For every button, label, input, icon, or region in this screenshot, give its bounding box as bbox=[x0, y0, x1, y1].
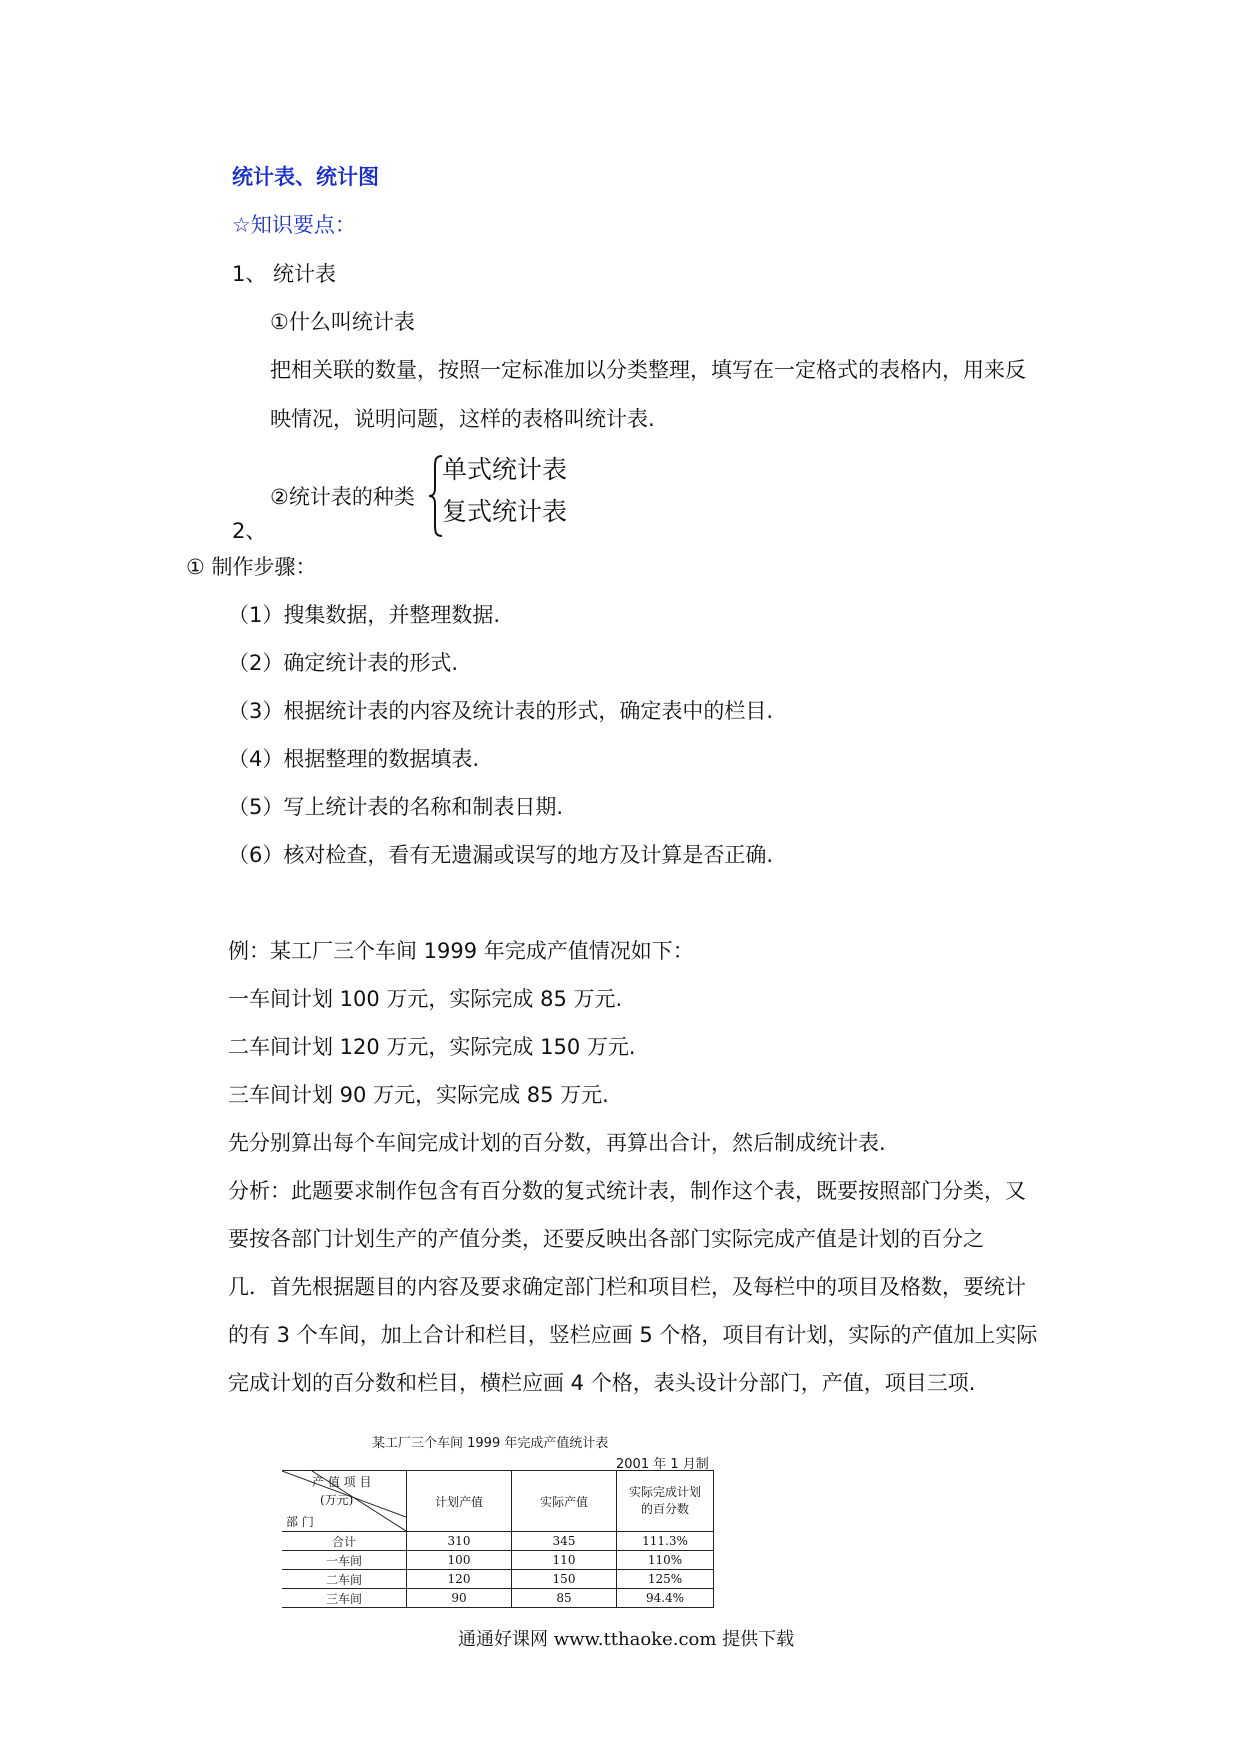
analysis-line-2: 要按各部门计划生产的产值分类，还要反映出各部门实际完成产值是计划的百分之 bbox=[228, 1227, 984, 1251]
example-line-3: 二车间计划 120 万元，实际完成 150 万元. bbox=[228, 1035, 636, 1059]
row-3-dept: 三车间 bbox=[282, 1589, 407, 1608]
definition-question: ①什么叫统计表 bbox=[270, 310, 415, 334]
analysis-line-4: 的有 3 个车间，加上合计和栏目，竖栏应画 5 个格，项目有计划，实际的产值加上实际 bbox=[228, 1323, 1038, 1347]
analysis-line-1: 分析：此题要求制作包含有百分数的复式统计表，制作这个表，既要按照部门分类，又 bbox=[228, 1179, 1026, 1203]
corner-label-mid: (万元) bbox=[320, 1493, 354, 1507]
corner-label-bottom: 部 门 bbox=[286, 1515, 314, 1529]
row-3-plan: 90 bbox=[407, 1589, 512, 1608]
analysis-line-5: 完成计划的百分数和栏目，横栏应画 4 个格，表头设计分部门，产值，项目三项. bbox=[228, 1371, 976, 1395]
page-title: 统计表、统计图 bbox=[232, 165, 379, 189]
header-corner-cell bbox=[282, 1471, 407, 1532]
example-line-5: 先分别算出每个车间完成计划的百分数，再算出合计，然后制成统计表. bbox=[228, 1131, 886, 1155]
row-1-dept: 一车间 bbox=[282, 1551, 407, 1570]
page-footer: 通通好课网 www.tthaoke.com 提供下载 bbox=[458, 1629, 795, 1650]
table-types-label: ②统计表的种类 bbox=[270, 485, 415, 509]
table-row bbox=[282, 1570, 714, 1589]
statistics-table bbox=[282, 1470, 714, 1608]
example-line-1: 例：某工厂三个车间 1999 年完成产值情况如下： bbox=[228, 939, 694, 963]
definition-line-2: 映情况，说明问题，这样的表格叫统计表. bbox=[270, 407, 655, 431]
section2-number: 2、 bbox=[232, 519, 267, 543]
row-1-pct: 110% bbox=[617, 1551, 714, 1570]
row-3-pct: 94.4% bbox=[617, 1589, 714, 1608]
step-6: （6）核对检查，看有无遗漏或误写的地方及计算是否正确. bbox=[228, 843, 774, 867]
row-1-actual: 110 bbox=[512, 1551, 617, 1570]
example-line-4: 三车间计划 90 万元，实际完成 85 万元. bbox=[228, 1083, 609, 1107]
table-types-group bbox=[270, 450, 590, 540]
analysis-line-3: 几．首先根据题目的内容及要求确定部门栏和项目栏，及每栏中的项目及格数，要统计 bbox=[228, 1275, 1026, 1299]
example-line-2: 一车间计划 100 万元，实际完成 85 万元. bbox=[228, 987, 623, 1011]
type-compound-table: 复式统计表 bbox=[442, 497, 568, 526]
table-header-row bbox=[282, 1471, 714, 1532]
header-plan: 计划产值 bbox=[407, 1471, 512, 1532]
table-date: 2001 年 1 月制 bbox=[616, 1457, 709, 1472]
step-4: （4）根据整理的数据填表. bbox=[228, 747, 480, 771]
row-total-actual: 345 bbox=[512, 1532, 617, 1551]
header-actual: 实际产值 bbox=[512, 1471, 617, 1532]
table-row bbox=[282, 1551, 714, 1570]
row-2-actual: 150 bbox=[512, 1570, 617, 1589]
step-3: （3）根据统计表的内容及统计表的形式，确定表中的栏目. bbox=[228, 699, 774, 723]
table-row bbox=[282, 1532, 714, 1551]
row-total-pct: 111.3% bbox=[617, 1532, 714, 1551]
steps-heading: ① 制作步骤： bbox=[186, 555, 317, 579]
table-title: 某工厂三个车间 1999 年完成产值统计表 bbox=[372, 1436, 609, 1451]
step-1: （1）搜集数据，并整理数据. bbox=[228, 603, 501, 627]
row-3-actual: 85 bbox=[512, 1589, 617, 1608]
table-row bbox=[282, 1589, 714, 1608]
header-pct: 实际完成计划 的百分数 bbox=[617, 1471, 714, 1532]
knowledge-heading: ☆知识要点： bbox=[232, 213, 356, 237]
row-total-dept: 合计 bbox=[282, 1532, 407, 1551]
row-2-pct: 125% bbox=[617, 1570, 714, 1589]
step-5: （5）写上统计表的名称和制表日期. bbox=[228, 795, 564, 819]
row-2-plan: 120 bbox=[407, 1570, 512, 1589]
step-2: （2）确定统计表的形式. bbox=[228, 651, 459, 675]
row-2-dept: 二车间 bbox=[282, 1570, 407, 1589]
definition-line-1: 把相关联的数量，按照一定标准加以分类整理，填写在一定格式的表格内，用来反 bbox=[270, 358, 1026, 382]
type-single-table: 单式统计表 bbox=[442, 455, 568, 484]
row-1-plan: 100 bbox=[407, 1551, 512, 1570]
section1-heading: 1、 统计表 bbox=[232, 262, 337, 286]
row-total-plan: 310 bbox=[407, 1532, 512, 1551]
corner-label-top: 产 值 项 目 bbox=[312, 1475, 372, 1489]
